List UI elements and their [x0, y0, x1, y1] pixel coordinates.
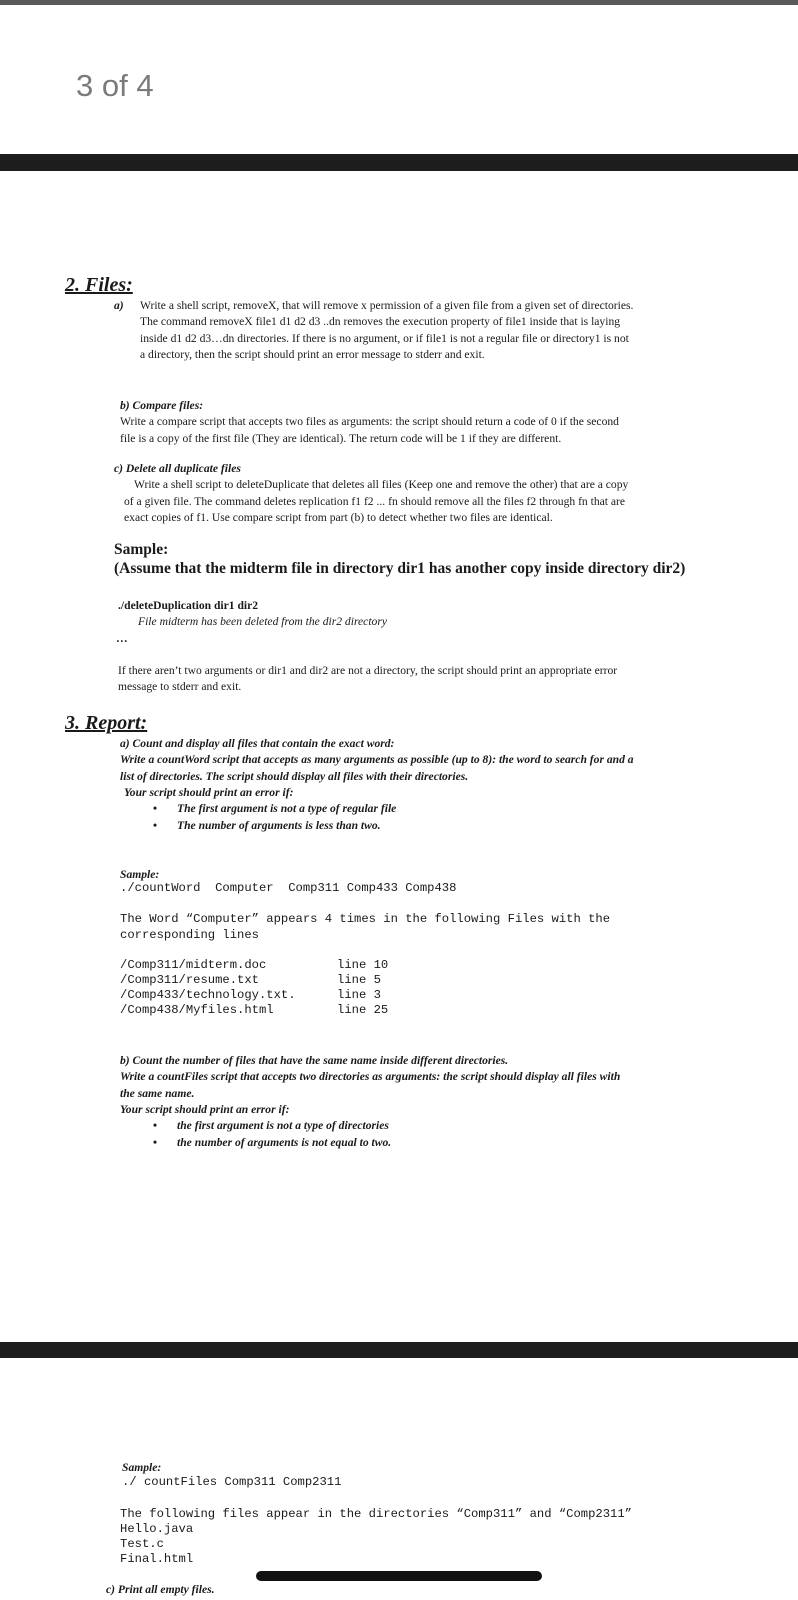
home-indicator[interactable] [256, 1571, 542, 1581]
bullet-dot: • [153, 819, 158, 832]
result-row-1-file: /Comp311/midterm.doc [120, 958, 267, 972]
report-a-output-line-2: corresponding lines [120, 928, 259, 942]
result-row-1-line: line 10 [337, 958, 389, 972]
sample-ellipsis: … [116, 632, 128, 645]
bullet-dot: • [153, 1136, 158, 1149]
page-separator [0, 1342, 798, 1358]
part-b-title: b) Compare files: [120, 399, 204, 412]
result-row-4-file: /Comp438/Myfiles.html [120, 1003, 274, 1017]
error-note-line-2: message to stderr and exit. [118, 680, 242, 694]
report-b-command: ./ countFiles Comp311 Comp2311 [122, 1475, 342, 1489]
report-b-bullet-2: • the number of arguments is not equal to two. [177, 1135, 391, 1151]
part-a-line-1: Write a shell script, removeX, that will remove x permission of a given file from a given set of directories. [140, 299, 634, 312]
bullet-dot: • [153, 802, 158, 815]
error-note-line-1: If there aren’t two arguments or dir1 and dir2 are not a directory, the script should print an appropriate error [118, 664, 618, 677]
part-a-line-4: a directory, then the script should print an error message to stderr and exit. [140, 347, 485, 361]
report-heading: 3. Report: [65, 712, 148, 734]
result-row-2-line: line 5 [337, 973, 381, 987]
report-b-sample-label: Sample: [122, 1461, 162, 1474]
report-b-file-1: Hello.java [120, 1522, 194, 1536]
report-a-error-intro: Your script should print an error if: [124, 785, 294, 799]
report-a-output-line-1: The Word “Computer” appears 4 times in the following Files with the [120, 912, 611, 926]
files-part-b [120, 398, 760, 447]
files-part-a [114, 298, 754, 363]
report-b-title: b) Count the number of files that have the same name inside different directories. [120, 1054, 509, 1067]
sample-label: Sample: [114, 541, 169, 558]
report-c-title: c) Print all empty files. [106, 1583, 215, 1596]
report-a-line-1: Write a countWord script that accepts as many arguments as possible (up to 8): the word to search for and a [120, 753, 634, 767]
report-part-a [120, 736, 770, 801]
top-border [0, 0, 798, 5]
part-c-line-1: Write a shell script to deleteDuplicate that deletes all files (Keep one and remove the other) that are a copy [134, 478, 629, 492]
bullet-dot: • [153, 1119, 158, 1132]
part-a-line-2: The command removeX file1 d1 d2 d3 ..dn removes the execution property of file1 inside that is laying [140, 315, 621, 329]
part-c-line-3: exact copies of f1. Use compare script from part (b) to detect whether two files are identical. [124, 510, 553, 524]
report-a-command: ./countWord Computer Comp311 Comp433 Comp438 [120, 881, 457, 895]
report-b-bullet-1: • the first argument is not a type of directories [177, 1118, 389, 1134]
part-c-title: c) Delete all duplicate files [114, 462, 241, 475]
part-a-label: a) [114, 299, 124, 312]
result-row-3-line: line 3 [337, 988, 381, 1002]
report-b-file-3: Final.html [120, 1552, 194, 1566]
report-a-line-2: list of directories. The script should display all files with their directories. [120, 769, 469, 783]
report-b-line-1: Write a countFiles script that accepts two directories as arguments: the script should display all files with [120, 1070, 621, 1084]
report-part-b [120, 1053, 775, 1118]
page-indicator: 3 of 4 [76, 68, 154, 103]
part-a-line-3: inside d1 d2 d3…dn directories. If there is no argument, or if file1 is not a regular file or directory1 is not [140, 331, 629, 345]
result-row-2-file: /Comp311/resume.txt [120, 973, 259, 987]
sample-deleted-message: File midterm has been deleted from the dir2 directory [138, 615, 387, 628]
sample-assumption: (Assume that the midterm file in directory dir1 has another copy inside directory dir2) [114, 560, 686, 577]
result-row-3-file: /Comp433/technology.txt. [120, 988, 296, 1002]
files-heading: 2. Files: [65, 274, 133, 296]
part-b-line-1: Write a compare script that accepts two files as arguments: the script should return a code of 0 if the second [120, 415, 619, 429]
report-a-sample-label: Sample: [120, 868, 160, 881]
files-error-note [118, 663, 768, 696]
report-a-title: a) Count and display all files that contain the exact word: [120, 737, 395, 750]
report-a-bullet-1: • The first argument is not a type of regular file [177, 801, 396, 817]
result-row-4-line: line 25 [337, 1003, 389, 1017]
part-c-line-2: of a given file. The command deletes replication f1 f2 ... fn should remove all the files f2 through fn that are [124, 494, 626, 508]
part-b-line-2: file is a copy of the first file (They are identical). The return code will be 1 if they are different. [120, 431, 562, 445]
report-b-file-2: Test.c [120, 1537, 164, 1551]
page-separator [0, 154, 798, 171]
report-b-error-intro: Your script should print an error if: [120, 1102, 290, 1116]
report-b-output-line: The following files appear in the directories “Comp311” and “Comp2311” [120, 1507, 632, 1521]
report-b-line-2: the same name. [120, 1086, 195, 1100]
files-part-c [114, 461, 760, 526]
sample-command: ./deleteDuplication dir1 dir2 [118, 599, 259, 612]
report-a-bullet-2: • The number of arguments is less than two. [177, 818, 381, 834]
